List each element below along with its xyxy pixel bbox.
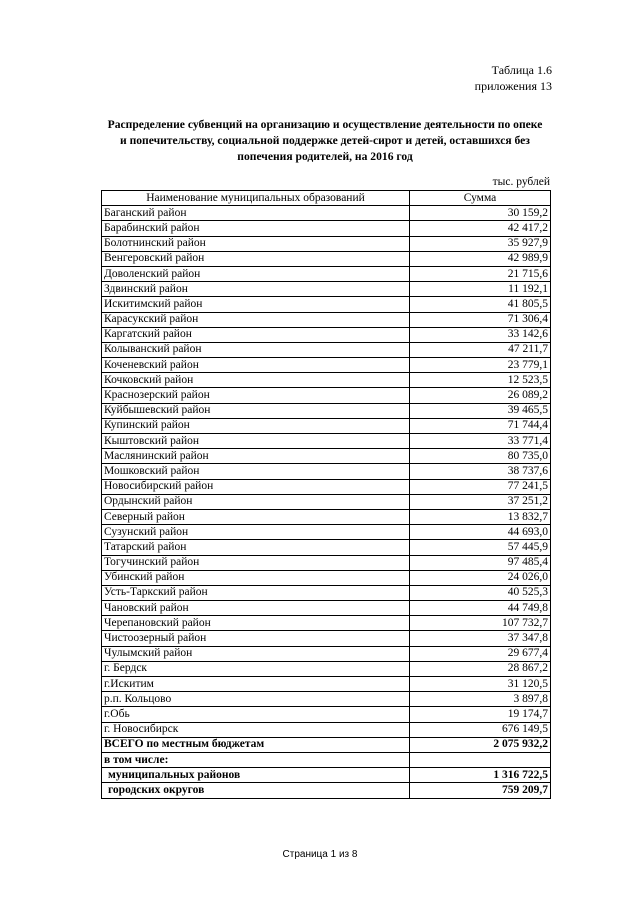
table-row — [102, 525, 551, 540]
amount-value: 39 465,5 — [410, 403, 551, 418]
municipality-name: Искитимский район — [102, 297, 410, 312]
table-row — [102, 661, 551, 676]
including-amount — [410, 752, 551, 767]
table-row — [102, 418, 551, 433]
municipality-name: Доволенский район — [102, 266, 410, 281]
table-row — [102, 251, 551, 266]
amount-value: 21 715,6 — [410, 266, 551, 281]
amount-value: 33 142,6 — [410, 327, 551, 342]
table-row — [102, 570, 551, 585]
table-row — [102, 388, 551, 403]
table-row — [102, 707, 551, 722]
amount-value: 80 735,0 — [410, 449, 551, 464]
municipality-name: Кыштовский район — [102, 434, 410, 449]
municipality-name: Чулымский район — [102, 646, 410, 661]
table-row — [102, 601, 551, 616]
table-row — [102, 616, 551, 631]
including-row — [102, 752, 551, 767]
municipality-name: Усть-Таркский район — [102, 585, 410, 600]
table-header-row — [102, 191, 551, 206]
table-row — [102, 585, 551, 600]
table-row — [102, 555, 551, 570]
municipality-name: Тогучинский район — [102, 555, 410, 570]
amount-value: 42 989,9 — [410, 251, 551, 266]
municipality-name: Колыванский район — [102, 342, 410, 357]
table-row — [102, 236, 551, 251]
table-row — [102, 297, 551, 312]
total-row — [102, 737, 551, 752]
municipality-name: Карасукский район — [102, 312, 410, 327]
table-label: Таблица 1.6 — [491, 63, 552, 77]
title-line-3: попечения родителей, на 2016 год — [237, 150, 413, 163]
municipality-name: Каргатский район — [102, 327, 410, 342]
amount-value: 35 927,9 — [410, 236, 551, 251]
amount-value: 31 120,5 — [410, 677, 551, 692]
municipality-name: Ордынский район — [102, 494, 410, 509]
table-reference — [475, 62, 552, 94]
amount-value: 11 192,1 — [410, 282, 551, 297]
amount-value: 41 805,5 — [410, 297, 551, 312]
municipality-name: Чистоозерный район — [102, 631, 410, 646]
table-row — [102, 540, 551, 555]
urban-label: городских округов — [102, 783, 410, 798]
amount-value: 44 693,0 — [410, 525, 551, 540]
amount-value: 33 771,4 — [410, 434, 551, 449]
municipality-name: Болотнинский район — [102, 236, 410, 251]
municipality-name: Северный район — [102, 509, 410, 524]
table-row — [102, 479, 551, 494]
table-row — [102, 509, 551, 524]
table-row — [102, 358, 551, 373]
title-line-1: Распределение субвенций на организацию и осуществление деятельности по опеке — [107, 118, 543, 131]
table-row — [102, 403, 551, 418]
table-row — [102, 312, 551, 327]
municipality-name: Новосибирский район — [102, 479, 410, 494]
table-row — [102, 677, 551, 692]
total-amount: 2 075 932,2 — [410, 737, 551, 752]
amount-value: 57 445,9 — [410, 540, 551, 555]
urban-row — [102, 783, 551, 798]
total-label: ВСЕГО по местным бюджетам — [102, 737, 410, 752]
table-row — [102, 494, 551, 509]
amount-value: 97 485,4 — [410, 555, 551, 570]
amount-value: 47 211,7 — [410, 342, 551, 357]
urban-amount: 759 209,7 — [410, 783, 551, 798]
table-row — [102, 342, 551, 357]
subvention-table — [101, 190, 551, 799]
municipality-name: г. Новосибирск — [102, 722, 410, 737]
amount-value: 71 744,4 — [410, 418, 551, 433]
municipality-name: г.Обь — [102, 707, 410, 722]
municipality-name: Сузунский район — [102, 525, 410, 540]
amount-value: 30 159,2 — [410, 206, 551, 221]
amount-value: 77 241,5 — [410, 479, 551, 494]
table-row — [102, 373, 551, 388]
table-row — [102, 221, 551, 236]
table-row — [102, 266, 551, 281]
including-label: в том числе: — [102, 752, 410, 767]
appendix-label: приложения 13 — [474, 79, 552, 93]
table-row — [102, 449, 551, 464]
amount-value: 24 026,0 — [410, 570, 551, 585]
municipality-name: Здвинский район — [102, 282, 410, 297]
municipality-name: г. Бердск — [102, 661, 410, 676]
municipality-name: Краснозерский район — [102, 388, 410, 403]
table-row — [102, 722, 551, 737]
amount-value: 3 897,8 — [410, 692, 551, 707]
municipality-name: Маслянинский район — [102, 449, 410, 464]
amount-value: 38 737,6 — [410, 464, 551, 479]
municipality-name: Венгеровский район — [102, 251, 410, 266]
table-row — [102, 464, 551, 479]
amount-value: 44 749,8 — [410, 601, 551, 616]
municipal-row — [102, 768, 551, 783]
table-body — [102, 206, 551, 738]
amount-value: 676 149,5 — [410, 722, 551, 737]
table-row — [102, 692, 551, 707]
amount-value: 19 174,7 — [410, 707, 551, 722]
amount-value: 29 677,4 — [410, 646, 551, 661]
column-header-name: Наименование муниципальных образований — [102, 191, 410, 206]
municipality-name: Барабинский район — [102, 221, 410, 236]
page-footer: Страница 1 из 8 — [282, 849, 358, 860]
table-row — [102, 631, 551, 646]
municipality-name: Черепановский район — [102, 616, 410, 631]
municipality-name: Кочковский район — [102, 373, 410, 388]
table-row — [102, 646, 551, 661]
table-row — [102, 434, 551, 449]
amount-value: 107 732,7 — [410, 616, 551, 631]
municipality-name: Татарский район — [102, 540, 410, 555]
municipality-name: Мошковский район — [102, 464, 410, 479]
amount-value: 23 779,1 — [410, 358, 551, 373]
municipality-name: Коченевский район — [102, 358, 410, 373]
amount-value: 28 867,2 — [410, 661, 551, 676]
amount-value: 40 525,3 — [410, 585, 551, 600]
municipal-amount: 1 316 722,5 — [410, 768, 551, 783]
amount-value: 71 306,4 — [410, 312, 551, 327]
table-row — [102, 327, 551, 342]
municipality-name: Чановский район — [102, 601, 410, 616]
table-row — [102, 282, 551, 297]
amount-value: 12 523,5 — [410, 373, 551, 388]
amount-value: 26 089,2 — [410, 388, 551, 403]
municipality-name: Куйбышевский район — [102, 403, 410, 418]
amount-value: 37 251,2 — [410, 494, 551, 509]
municipality-name: г.Искитим — [102, 677, 410, 692]
title-line-2: и попечительству, социальной поддержке детей-сирот и детей, оставшихся без — [120, 134, 530, 147]
column-header-amount: Сумма — [410, 191, 551, 206]
municipality-name: Баганский район — [102, 206, 410, 221]
document-title — [90, 117, 560, 165]
units-label: тыс. рублей — [492, 176, 550, 188]
amount-value: 42 417,2 — [410, 221, 551, 236]
table-row — [102, 206, 551, 221]
municipality-name: Убинский район — [102, 570, 410, 585]
municipality-name: Купинский район — [102, 418, 410, 433]
municipal-label: муниципальных районов — [102, 768, 410, 783]
amount-value: 13 832,7 — [410, 509, 551, 524]
amount-value: 37 347,8 — [410, 631, 551, 646]
municipality-name: р.п. Кольцово — [102, 692, 410, 707]
